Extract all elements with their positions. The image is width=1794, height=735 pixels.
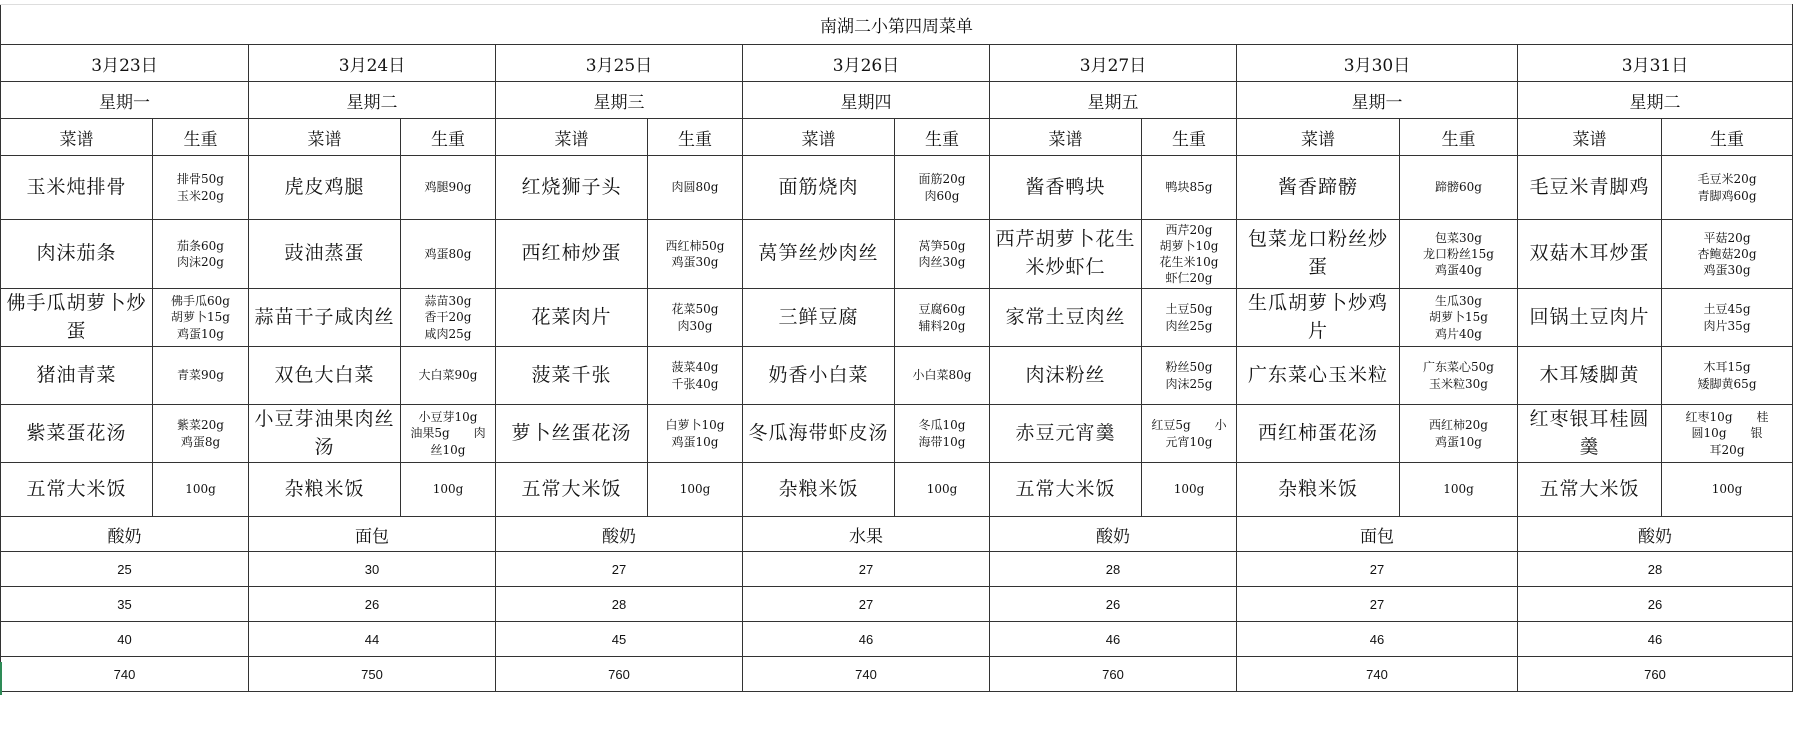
- weight-line: 鸡蛋10g: [671, 434, 719, 449]
- weight-header[interactable]: 生重: [153, 119, 249, 156]
- weight-line: 冬瓜10g: [918, 418, 966, 433]
- weight-line: 紫菜20g: [177, 418, 224, 433]
- count-cell[interactable]: 44: [249, 622, 496, 657]
- weight-line: 肉60g: [924, 188, 960, 203]
- dish-name-cell[interactable]: 奶香小白菜: [743, 347, 895, 405]
- count-cell[interactable]: 35: [1, 587, 249, 622]
- dish-row: [1, 289, 1793, 347]
- weight-cell[interactable]: [1142, 156, 1237, 220]
- weight-line: 排骨50g: [177, 172, 224, 187]
- weight-header[interactable]: 生重: [1662, 119, 1793, 156]
- dish-name-cell[interactable]: 五常大米饭: [496, 463, 648, 517]
- weight-cell[interactable]: [401, 289, 496, 347]
- dish-name-cell[interactable]: 赤豆元宵羹: [990, 405, 1142, 463]
- weight-line: 虾仁20g: [1165, 271, 1213, 286]
- weight-line: 红豆5g 小: [1151, 418, 1227, 433]
- weight-header[interactable]: 生重: [1400, 119, 1518, 156]
- dish-name-cell[interactable]: 花菜肉片: [496, 289, 648, 347]
- weight-header[interactable]: 生重: [401, 119, 496, 156]
- dish-name-cell[interactable]: 紫菜蛋花汤: [1, 405, 153, 463]
- weight-line: 红枣10g 桂: [1685, 410, 1769, 425]
- weight-cell[interactable]: [895, 347, 990, 405]
- weight-header[interactable]: 生重: [1142, 119, 1237, 156]
- weight-line: 胡萝卜10g: [1159, 238, 1219, 253]
- dish-name-cell[interactable]: 西芹胡萝卜花生米炒虾仁: [990, 220, 1142, 289]
- dish-name-cell[interactable]: 酱香蹄髈: [1237, 156, 1400, 220]
- dish-name-cell[interactable]: 杂粮米饭: [249, 463, 401, 517]
- count-row: [1, 552, 1793, 587]
- count-cell[interactable]: 46: [1518, 622, 1793, 657]
- weight-line: 海带10g: [918, 434, 966, 449]
- weight-cell[interactable]: [1142, 220, 1237, 289]
- count-cell[interactable]: 30: [249, 552, 496, 587]
- date-cell[interactable]: 3月23日: [1, 45, 249, 82]
- weight-cell[interactable]: [401, 347, 496, 405]
- dish-name-cell[interactable]: 木耳矮脚黄: [1518, 347, 1662, 405]
- weight-line: 青菜90g: [177, 368, 224, 383]
- dish-name-cell[interactable]: 面筋烧肉: [743, 156, 895, 220]
- dish-row: [1, 347, 1793, 405]
- weekday-cell[interactable]: 星期五: [990, 82, 1237, 119]
- weight-line: 白萝卜10g: [665, 418, 725, 433]
- weight-cell[interactable]: [1400, 405, 1518, 463]
- date-cell[interactable]: 3月31日: [1518, 45, 1793, 82]
- weight-cell[interactable]: [1662, 156, 1793, 220]
- weight-line: 肉沫25g: [1165, 376, 1213, 391]
- weekly-menu-table: [0, 4, 1793, 692]
- date-cell[interactable]: 3月27日: [990, 45, 1237, 82]
- weight-line: 花菜50g: [671, 302, 719, 317]
- weight-cell[interactable]: [895, 156, 990, 220]
- weight-header[interactable]: 生重: [648, 119, 743, 156]
- weight-cell[interactable]: [1142, 347, 1237, 405]
- weight-line: 肉丝25g: [1165, 318, 1213, 333]
- weight-line: 矮脚黄65g: [1697, 376, 1757, 391]
- weight-line: 元宵10g: [1165, 434, 1213, 449]
- dish-name-cell[interactable]: 小豆芽油果肉丝汤: [249, 405, 401, 463]
- date-cell[interactable]: 3月26日: [743, 45, 990, 82]
- weekday-cell[interactable]: 星期一: [1, 82, 249, 119]
- weight-cell[interactable]: [1662, 347, 1793, 405]
- weight-line: 鸡蛋30g: [1703, 263, 1751, 278]
- count-cell[interactable]: 28: [496, 587, 743, 622]
- dish-row: [1, 405, 1793, 463]
- dish-name-cell[interactable]: 双菇木耳炒蛋: [1518, 220, 1662, 289]
- weight-cell[interactable]: [153, 405, 249, 463]
- dish-name-cell[interactable]: 红枣银耳桂圆羹: [1518, 405, 1662, 463]
- weight-line: 小白菜80g: [912, 368, 972, 383]
- dish-header[interactable]: 菜谱: [249, 119, 401, 156]
- weight-line: 土豆50g: [1165, 302, 1213, 317]
- dish-name-cell[interactable]: 生瓜胡萝卜炒鸡片: [1237, 289, 1400, 347]
- weight-cell[interactable]: [1400, 289, 1518, 347]
- weight-cell[interactable]: [1662, 405, 1793, 463]
- count-cell[interactable]: 760: [990, 657, 1237, 692]
- dish-name-cell[interactable]: 蒜苗干子咸肉丝: [249, 289, 401, 347]
- weight-line: 肉30g: [677, 318, 713, 333]
- weight-line: 西红柿50g: [665, 238, 725, 253]
- weight-cell[interactable]: [895, 289, 990, 347]
- count-cell[interactable]: 46: [990, 622, 1237, 657]
- count-cell[interactable]: 28: [1518, 552, 1793, 587]
- count-cell[interactable]: 26: [990, 587, 1237, 622]
- count-cell[interactable]: 28: [990, 552, 1237, 587]
- snack-cell[interactable]: 酸奶: [990, 517, 1237, 552]
- count-cell[interactable]: 27: [743, 587, 990, 622]
- weekday-row: [1, 82, 1793, 119]
- weight-cell[interactable]: [1142, 289, 1237, 347]
- weekday-cell[interactable]: 星期四: [743, 82, 990, 119]
- dish-name-cell[interactable]: 菠菜千张: [496, 347, 648, 405]
- snack-cell[interactable]: 水果: [743, 517, 990, 552]
- weight-line: 广东菜心50g: [1423, 360, 1494, 375]
- weight-line: 油果5g 肉: [410, 426, 486, 441]
- snack-cell[interactable]: 酸奶: [1518, 517, 1793, 552]
- dish-name-cell[interactable]: 五常大米饭: [1518, 463, 1662, 517]
- dish-name-cell[interactable]: 杂粮米饭: [743, 463, 895, 517]
- dish-name-cell[interactable]: 佛手瓜胡萝卜炒蛋: [1, 289, 153, 347]
- dish-name-cell[interactable]: 五常大米饭: [990, 463, 1142, 517]
- date-cell[interactable]: 3月25日: [496, 45, 743, 82]
- weight-line: 生瓜30g: [1435, 294, 1482, 309]
- weight-line: 豆腐60g: [918, 302, 966, 317]
- weight-cell[interactable]: [648, 220, 743, 289]
- weight-line: 蒜苗30g: [424, 294, 472, 309]
- weight-line: 平菇20g: [1703, 230, 1751, 245]
- dish-name-cell[interactable]: 广东菜心玉米粒: [1237, 347, 1400, 405]
- weight-line: 100g: [926, 482, 958, 497]
- weight-cell[interactable]: [153, 347, 249, 405]
- weight-line: 木耳15g: [1703, 360, 1751, 375]
- weight-line: 花生米10g: [1159, 255, 1219, 269]
- dish-name-cell[interactable]: 五常大米饭: [1, 463, 153, 517]
- weight-cell[interactable]: [648, 463, 743, 517]
- dish-header[interactable]: 菜谱: [1518, 119, 1662, 156]
- weight-line: 鸡蛋40g: [1435, 263, 1482, 278]
- dish-name-cell[interactable]: 豉油蒸蛋: [249, 220, 401, 289]
- dish-name-cell[interactable]: 包菜龙口粉丝炒蛋: [1237, 220, 1400, 289]
- dish-name-cell[interactable]: 双色大白菜: [249, 347, 401, 405]
- date-row: [1, 45, 1793, 82]
- count-cell[interactable]: 26: [249, 587, 496, 622]
- dish-header[interactable]: 菜谱: [1, 119, 153, 156]
- count-row: [1, 587, 1793, 622]
- weight-line: 鸡蛋30g: [671, 255, 719, 269]
- weight-line: 鸡蛋10g: [1435, 434, 1482, 449]
- weight-line: 土豆45g: [1703, 302, 1751, 317]
- count-cell[interactable]: 27: [743, 552, 990, 587]
- weight-line: 大白菜90g: [418, 368, 478, 383]
- weight-cell[interactable]: [648, 156, 743, 220]
- dish-name-cell[interactable]: 猪油青菜: [1, 347, 153, 405]
- column-header-row: [1, 119, 1793, 156]
- count-cell[interactable]: 760: [496, 657, 743, 692]
- weight-cell[interactable]: [648, 347, 743, 405]
- weight-line: 千张40g: [671, 376, 719, 391]
- count-cell[interactable]: 27: [1237, 552, 1518, 587]
- count-cell[interactable]: 46: [1237, 622, 1518, 657]
- dish-name-cell[interactable]: 酱香鸭块: [990, 156, 1142, 220]
- weight-line: 莴笋50g: [918, 238, 966, 253]
- weight-cell[interactable]: [1400, 220, 1518, 289]
- weight-cell[interactable]: [648, 289, 743, 347]
- count-cell[interactable]: 740: [1237, 657, 1518, 692]
- weight-line: 100g: [679, 482, 711, 497]
- weight-line: 100g: [432, 482, 464, 497]
- dish-name-cell[interactable]: 肉沫粉丝: [990, 347, 1142, 405]
- cell-selection-marker: [0, 662, 2, 695]
- dish-header[interactable]: 菜谱: [743, 119, 895, 156]
- weight-cell[interactable]: [1662, 463, 1793, 517]
- weight-line: 鸡腿90g: [424, 180, 472, 195]
- weight-line: 玉米粒30g: [1429, 376, 1488, 391]
- dish-name-cell[interactable]: 毛豆米青脚鸡: [1518, 156, 1662, 220]
- count-cell[interactable]: 750: [249, 657, 496, 692]
- dish-name-cell[interactable]: 肉沫茄条: [1, 220, 153, 289]
- weight-line: 辅料20g: [918, 318, 966, 333]
- snack-cell[interactable]: 面包: [1237, 517, 1518, 552]
- count-cell[interactable]: 760: [1518, 657, 1793, 692]
- weight-cell[interactable]: [153, 156, 249, 220]
- weight-line: 蹄髈60g: [1435, 180, 1482, 195]
- dish-name-cell[interactable]: 回锅土豆肉片: [1518, 289, 1662, 347]
- count-cell[interactable]: 740: [1, 657, 249, 692]
- weight-line: 100g: [1443, 482, 1474, 497]
- dish-name-cell[interactable]: 杂粮米饭: [1237, 463, 1400, 517]
- weight-cell[interactable]: [648, 405, 743, 463]
- menu-title: 南湖二小第四周菜单: [1, 5, 1793, 45]
- count-cell[interactable]: 26: [1518, 587, 1793, 622]
- weight-line: 鸡蛋80g: [424, 246, 472, 261]
- dish-row: [1, 220, 1793, 289]
- weight-cell[interactable]: [895, 463, 990, 517]
- weekday-cell[interactable]: 星期二: [249, 82, 496, 119]
- weight-line: 粉丝50g: [1165, 360, 1213, 375]
- weekday-cell[interactable]: 星期一: [1237, 82, 1518, 119]
- snack-cell[interactable]: 酸奶: [1, 517, 249, 552]
- weight-line: 圆10g 银: [1691, 426, 1763, 441]
- weight-cell[interactable]: [895, 220, 990, 289]
- weight-cell[interactable]: [1142, 463, 1237, 517]
- weight-line: 面筋20g: [918, 172, 966, 187]
- weight-cell[interactable]: [401, 405, 496, 463]
- count-cell[interactable]: 45: [496, 622, 743, 657]
- weight-line: 鸡蛋8g: [180, 434, 221, 449]
- dish-row: [1, 463, 1793, 517]
- dish-name-cell[interactable]: 萝卜丝蛋花汤: [496, 405, 648, 463]
- weight-cell[interactable]: [153, 289, 249, 347]
- dish-name-cell[interactable]: 西红柿炒蛋: [496, 220, 648, 289]
- count-cell[interactable]: 740: [743, 657, 990, 692]
- weight-line: 茄条60g: [177, 238, 224, 253]
- count-cell[interactable]: 25: [1, 552, 249, 587]
- weight-header[interactable]: 生重: [895, 119, 990, 156]
- snack-cell[interactable]: 面包: [249, 517, 496, 552]
- weight-line: 丝10g: [430, 442, 466, 457]
- weight-line: 肉片35g: [1703, 318, 1751, 333]
- weight-line: 咸肉25g: [424, 326, 472, 341]
- weight-line: 小豆芽10g: [418, 410, 478, 425]
- dish-name-cell[interactable]: 家常土豆肉丝: [990, 289, 1142, 347]
- weight-line: 青脚鸡60g: [1697, 188, 1757, 203]
- date-cell[interactable]: 3月30日: [1237, 45, 1518, 82]
- weight-line: 西芹20g: [1165, 222, 1213, 237]
- dish-name-cell[interactable]: 红烧狮子头: [496, 156, 648, 220]
- weight-line: 肉圆80g: [671, 180, 719, 195]
- weight-line: 100g: [185, 482, 216, 497]
- weight-cell[interactable]: [401, 220, 496, 289]
- weekday-cell[interactable]: 星期三: [496, 82, 743, 119]
- weight-cell[interactable]: [401, 463, 496, 517]
- weight-cell[interactable]: [1662, 289, 1793, 347]
- dish-header[interactable]: 菜谱: [496, 119, 648, 156]
- weight-line: 肉沫20g: [177, 255, 224, 269]
- count-row: [1, 657, 1793, 692]
- weight-cell[interactable]: [1400, 156, 1518, 220]
- weight-line: 香干20g: [424, 310, 472, 325]
- weight-line: 100g: [1173, 482, 1205, 497]
- weight-cell[interactable]: [1662, 220, 1793, 289]
- count-row: [1, 622, 1793, 657]
- count-cell[interactable]: 27: [1237, 587, 1518, 622]
- dish-name-cell[interactable]: 三鲜豆腐: [743, 289, 895, 347]
- date-cell[interactable]: 3月24日: [249, 45, 496, 82]
- dish-name-cell[interactable]: 冬瓜海带虾皮汤: [743, 405, 895, 463]
- weight-line: 杏鲍菇20g: [1697, 246, 1757, 261]
- weight-line: 毛豆米20g: [1697, 172, 1757, 187]
- weight-line: 西红柿20g: [1429, 418, 1488, 433]
- weight-line: 佛手瓜60g: [171, 294, 230, 309]
- weight-line: 胡萝卜15g: [1429, 310, 1488, 325]
- weight-line: 鸭块85g: [1165, 180, 1213, 195]
- count-cell[interactable]: 27: [496, 552, 743, 587]
- weight-cell[interactable]: [401, 156, 496, 220]
- count-cell[interactable]: 46: [743, 622, 990, 657]
- count-cell[interactable]: 40: [1, 622, 249, 657]
- dish-header[interactable]: 菜谱: [990, 119, 1142, 156]
- weight-line: 胡萝卜15g: [171, 310, 230, 325]
- dish-name-cell[interactable]: 虎皮鸡腿: [249, 156, 401, 220]
- weight-line: 鸡片40g: [1435, 326, 1482, 341]
- dish-row: [1, 156, 1793, 220]
- weight-cell[interactable]: [153, 463, 249, 517]
- dish-name-cell[interactable]: 玉米炖排骨: [1, 156, 153, 220]
- weight-line: 玉米20g: [177, 188, 224, 203]
- weight-cell[interactable]: [1400, 463, 1518, 517]
- weight-line: 鸡蛋10g: [177, 326, 224, 341]
- weight-line: 耳20g: [1709, 442, 1745, 457]
- weekday-cell[interactable]: 星期二: [1518, 82, 1793, 119]
- weight-cell[interactable]: [895, 405, 990, 463]
- snack-cell[interactable]: 酸奶: [496, 517, 743, 552]
- weight-cell[interactable]: [153, 220, 249, 289]
- weight-cell[interactable]: [1400, 347, 1518, 405]
- weight-line: 肉丝30g: [918, 255, 966, 269]
- weight-cell[interactable]: [1142, 405, 1237, 463]
- dish-header[interactable]: 菜谱: [1237, 119, 1400, 156]
- dish-name-cell[interactable]: 莴笋丝炒肉丝: [743, 220, 895, 289]
- weight-line: 菠菜40g: [671, 360, 719, 375]
- snack-row: [1, 517, 1793, 552]
- weight-line: 包菜30g: [1435, 230, 1482, 245]
- weight-line: 100g: [1711, 482, 1743, 497]
- weight-line: 龙口粉丝15g: [1423, 246, 1494, 261]
- dish-name-cell[interactable]: 西红柿蛋花汤: [1237, 405, 1400, 463]
